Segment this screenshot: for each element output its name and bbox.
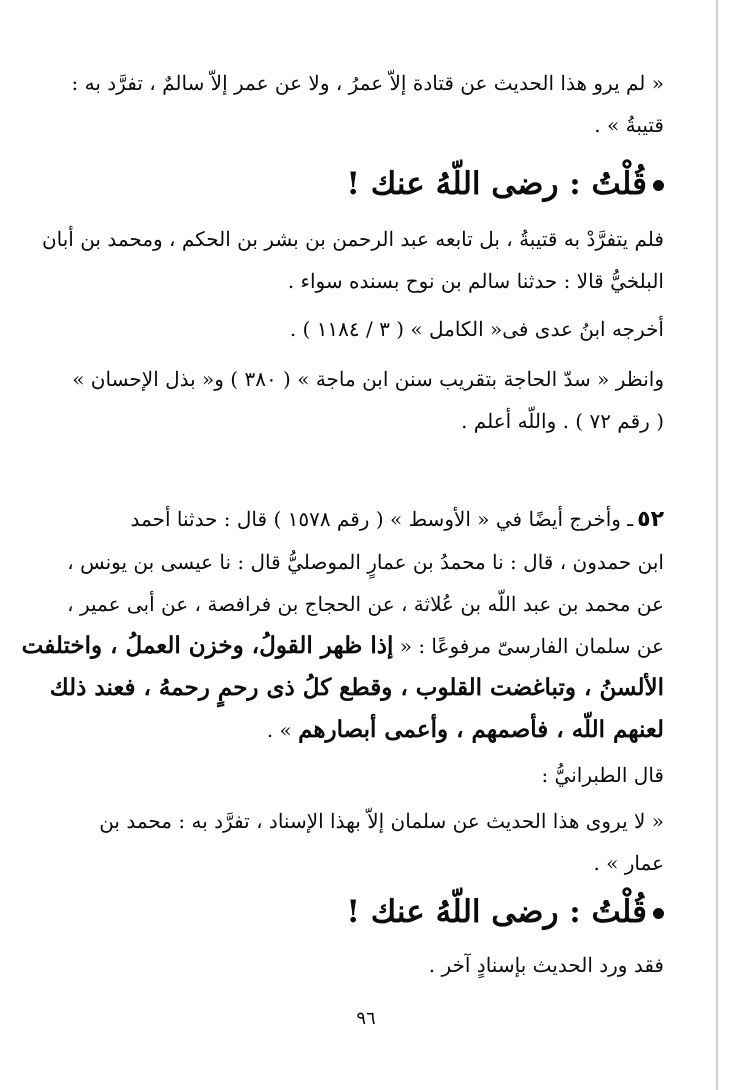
page-number: ٩٦ bbox=[356, 1008, 376, 1029]
text-line bbox=[69, 498, 664, 541]
hadith-text-bold: لعنهم اللّه ، فأصمهم ، وأعمى أبصارهم bbox=[298, 716, 664, 743]
section-heading-2 bbox=[69, 892, 664, 932]
text-line: « لم يرو هذا الحديث عن قتادة إلاّ عمرُ ، ولا عن عمر إلاّ سالمٌ ، تفرَّد به : bbox=[71, 71, 664, 95]
quote-paragraph-2 bbox=[69, 800, 664, 884]
text-line: وانظر « سدّ الحاجة بتقريب سنن ابن ماجة » ( ٣٨٠ ) و« بذل الإحسان » bbox=[72, 367, 664, 391]
text-line: قال الطبرانيُّ : bbox=[541, 763, 664, 787]
hadith-text-bold: الألسنُ ، وتباغضت القلوب ، وقطع كلُ ذى رحمٍ رحمهُ ، فعند ذلك bbox=[49, 674, 664, 701]
text-line: « لا يروى هذا الحديث عن سلمان إلاّ بهذا الإسناد ، تفرَّد به : محمد بن bbox=[99, 809, 664, 833]
text-line: البلخيُّ قالا : حدثنا سالم بن نوح بسنده سواء . bbox=[287, 269, 664, 293]
scan-edge bbox=[716, 0, 718, 1090]
heading-text: قُلْتُ : رضى اللّهُ عنك ! bbox=[346, 166, 647, 202]
bullet-icon bbox=[653, 180, 664, 191]
closing-paragraph bbox=[69, 944, 664, 986]
reference-paragraph bbox=[69, 358, 664, 442]
hadith-52-paragraph bbox=[21, 498, 664, 751]
text-line bbox=[21, 625, 664, 667]
text-line: قتيبةُ » . bbox=[594, 113, 664, 137]
text-line: عن محمد بن عبد اللّه بن عُلاثة ، عن الحجاج بن فرافصة ، عن أبى عمير ، bbox=[67, 592, 664, 616]
section-heading-1 bbox=[69, 164, 664, 204]
heading-text: قُلْتُ : رضى اللّهُ عنك ! bbox=[346, 894, 647, 930]
narration-text: عن سلمان الفارسىّ مرفوعًا : « bbox=[393, 634, 664, 658]
text-line: ابن حمدون ، قال : نا محمدُ بن عمارٍ الموصليُّ قال : نا عيسى بن يونس ، bbox=[67, 550, 664, 574]
comment-paragraph-1 bbox=[41, 218, 664, 302]
citation-paragraph bbox=[69, 308, 664, 350]
hadith-intro: ـ وأخرج أيضًا في « الأوسط » ( رقم ١٥٧٨ ) قال : حدثنا أحمد bbox=[130, 507, 634, 531]
attribution-line bbox=[69, 754, 664, 796]
text-line: فلم يتفرَّدْ به قتيبةُ ، بل تابعه عبد الرحمن بن بشر بن الحكم ، ومحمد بن أبان bbox=[41, 227, 664, 251]
text-line: أخرجه ابنُ عدى فى« الكامل » ( ٣ / ١١٨٤ ) . bbox=[289, 317, 664, 341]
text-line: ( رقم ٧٢ ) . واللّه أعلم . bbox=[461, 409, 664, 433]
text-line bbox=[69, 709, 664, 751]
closing-quote: » . bbox=[266, 718, 299, 742]
text-line: فقد ورد الحديث بإسنادٍ آخر . bbox=[428, 953, 664, 977]
hadith-text-bold: إذا ظهر القولُ، وخزن العملُ ، واختلفت bbox=[21, 632, 394, 659]
text-line: عمار » . bbox=[593, 851, 664, 875]
hadith-number: ٥٢ bbox=[637, 507, 664, 532]
quote-paragraph-1 bbox=[69, 62, 664, 146]
bullet-icon bbox=[653, 908, 664, 919]
